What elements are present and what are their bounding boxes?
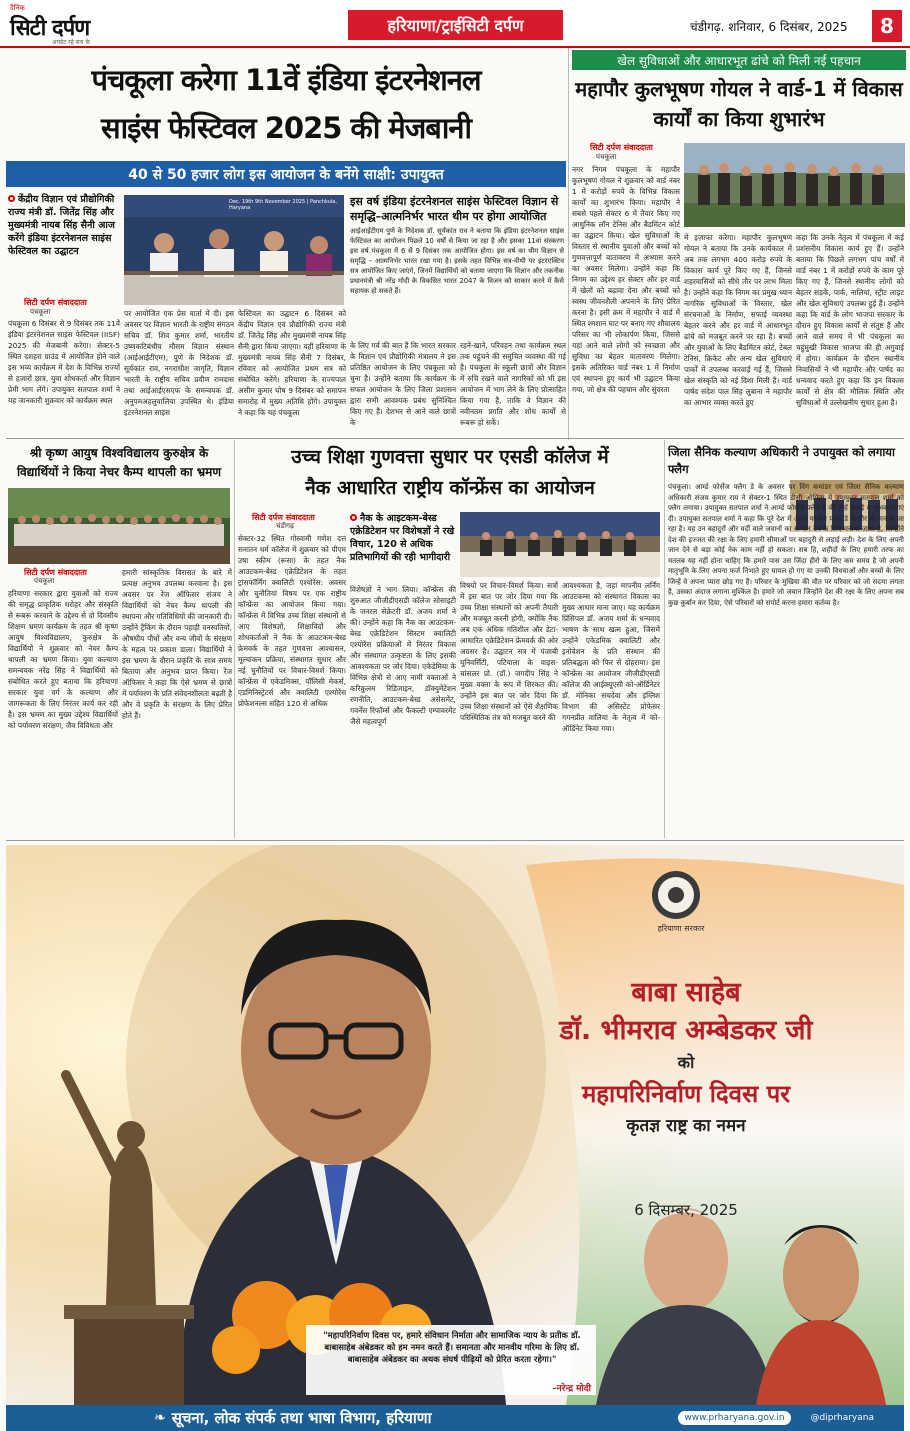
ayush-headline[interactable]: श्री कृष्ण आयुष विश्वविद्यालय कुरुक्षेत्र के विद्यार्थियों ने किया नेचर कैम्प थापली का भ्रमण <box>16 446 222 479</box>
lead-subhead: 40 से 50 हजार लोग इस आयोजन के बनेंगे साक्षी: उपायुक्त <box>6 161 566 187</box>
lead-headline-line-1: पंचकूला करेगा 11वें इंडिया इंटरनेशनल <box>91 63 481 97</box>
ward-kicker: खेल सुविधाओं और आधारभूत ढांचे को मिली नई पहचान <box>572 50 906 70</box>
lead-column-5: रहने-खाने, परिवहन तथा कार्यक्रम स्थल तक पहुंचने की समुचित व्यवस्था की गई है। पंचकूला के स्कूली छात्रों और विज्ञान में रुचि रखने वाले नागरिकों को भी इस आयोजन में भाग लेने के लिए प्रोत्साहित किया गया है, ताकि वे विज्ञान की नवीनतम प्रगति और शोध कार्यों से रूबरू हो सकें। <box>460 341 566 427</box>
ayush-photo <box>8 488 230 564</box>
lead-photo <box>124 195 344 305</box>
ward-byline: सिटी दर्पण संवाददाता <box>590 143 653 152</box>
ad-title <box>476 975 896 1139</box>
section-divider <box>6 840 904 841</box>
ad-footer <box>6 1405 904 1431</box>
masthead <box>0 0 910 48</box>
ward-place: पंचकूला <box>596 153 617 161</box>
ward-photo <box>684 143 905 227</box>
ward-column-2: में इज़ाफा करेगा। महापौर कुलभूषण गोयल ने बताया कि उनके कार्यकाल में अब तक लगभग 400 करोड़ रुपये के विकास कार्य पूरे किए गए हैं, जिनसे शहरवासियों को सीधे तौर पर लाभ मिला है। उन्होंने कहा कि निगम का प्रमुख ध्यान नागरिक सुविधाओं के विस्तार, खेल संरचनाओं के निर्माण, सफाई व्यवस्था बेहतर करने और हर वार्ड में आधारभूत ढांचे को मजबूत करने पर रहा है। बच्चों और युवाओं के लिए बैडमिंटन कोर्ट, टेबल टेनिस, क्रिकेट और अन्य खेल सुविधाएं पार्कों में उपलब्ध करवाई गई हैं, जिससे खेल संस्कृति को नई दिशा मिली है। वार्ड पार्षद संदेश पाल सिंह लुबाना ने महापौर का आभार व्यक्त करते हुए <box>684 233 792 407</box>
naac-column-1: सेक्टर-32 स्थित गोस्वामी गणेश दत्त सनातन धर्म कॉलेज में शुक्रवार को पीएम उषा स्कीम (रूसा) के तहत नैक आउटकम-बेस्ड एक्रेडिटेशन के तहत ट्रांसफॉर्मिंग क्वालिटी एश्योरेंस: अवसर और चुनौतियां विषय पर एक राष्ट्रीय कॉन्फ्रेंस का आयोजन किया गया। कॉन्फ्रेंस में विभिन्न उच्च शिक्षा संस्थानों से आए विशेषज्ञों, शिक्षाविदों और शोधकर्ताओं ने नैक के आउटकम-बेस्ड फ्रेमवर्क के तहत गुणवत्ता आश्वासन, मूल्यांकन प्रक्रिया, संस्थागत सुधार और नई चुनौतियों पर विचार-विमर्श किया। कॉन्फ्रेंस में एकेडमिक्स, पॉलिसी मेकर्स, एडमिनिस्ट्रेटर्स और क्वालिटी एश्योरेंस प्रोफेशनल्स सहित 120 से अधिक <box>238 534 346 708</box>
ad-quote-author: –नरेन्द्र मोदी <box>552 1384 591 1394</box>
ayush-byline: सिटी दर्पण संवाददाता <box>24 568 87 577</box>
ad-title-line-2: डॉ. भीमराव अम्बेडकर जी <box>559 1015 813 1046</box>
logo-tagline: अपडेट रहे सच के <box>52 39 91 46</box>
naac-bullet-text: नैक के आइटकम-बेस्ड एक्रेडिटेशन पर विशेषज्ञों ने रखे विचार, 120 से अधिक प्रतिभागियों की रही भागीदारी <box>350 513 455 563</box>
haryana-sarkar-label: हरियाणा सरकार <box>657 924 705 933</box>
lead-column-1: पंचकूला 6 दिसंबर से 9 दिसंबर तक 11वें इंडिया इंटरनेशनल साइंस फेस्टिवल (IISF) 2025 की मेजबानी करेगा। सेक्टर-5 स्थित दशहरा ग्राउंड में आयोजित होने वाले इस भव्य कार्यक्रम में देश के विभिन्न राज्यों से हजारों छात्र, युवा शोधकर्ता और विज्ञान प्रेमी भाग लेंगे। उपायुक्त सतपाल शर्मा ने यह जानकारी शुक्रवार को कार्यक्रम स्थल <box>8 319 120 405</box>
ayush-photo-illustration <box>8 488 230 564</box>
ambedkar-advertisement[interactable] <box>6 845 904 1405</box>
column-divider <box>664 440 665 838</box>
naac-column-4: आवश्यकता है, जहां मापनीय लर्निंग आउटकम्स को संस्थागत विकास का मुख्य आधार माना जाए। यह कार्यक्रम प्रिंसिपल डॉ. अजय शर्मा के धन्यवाद भाषण के साथ खत्म हुआ, जिसमें उन्होंने एकेडमिक क्वालिटी और इनोवेशन के प्रति संस्थान की प्रतिबद्धता को फिर से दोहराया। इस कॉन्फ्रेंस का आयोजन जीजीडीएसडी कॉलेज की आईक्यूएसी को-ऑर्डिनेटर डॉ. मोनिका सचदेवा और इंग्लिश विभाग की असिस्टेंट प्रोफेसर गगनप्रीत वालिया के नेतृत्व में को-ऑर्डिनेट किया गया। <box>562 581 660 733</box>
ward-column-1: नगर निगम पंचकूला के महापौर कुलभूषण गोयल ने शुक्रवार को वार्ड नंबर 1 में करोड़ों रुपये के विभिन्न विकास कार्यों का शुभारंभ किया। महापौर ने सबसे पहले सेक्टर 6 में तैयार किए गए आधुनिक लॉन टेनिस और बैडमिंटन कोर्ट का उद्घाटन किया। खेल सुविधाओं के विस्तार से स्थानीय युवाओं और बच्चों को गुणवत्तापूर्ण वातावरण में अभ्यास करने का अवसर मिलेगा। उन्होंने कहा कि निगम का उद्देश्य हर सेक्टर और हर वार्ड में खेलों को बढ़ावा देना और बच्चों को स्वस्थ जीवनशैली अपनाने के लिए प्रेरित करना है। इसी क्रम में महापौर ने वार्ड में स्थित श्मशान घाट पर बनाए गए शौचालय परिसर का भी लोकार्पण किया, जिससे यहां आने वाले लोगों को स्वच्छता और सुविधा का बेहतर वातावरण मिलेगा। इसके अतिरिक्त वार्ड नंबर 1 में निर्माण एवं स्थापना हुए कार्य भी उद्घाटन किया गया, जो क्षेत्र की पहचान और सुंदरता <box>572 165 680 394</box>
ad-title-line-1: बाबा साहेब <box>631 977 741 1008</box>
lead-column-2: पर आयोजित एक प्रेस वार्ता में दी। इस अवसर पर विज्ञान भारती के राष्ट्रीय संगठन सचिव डॉ. शिव कुमार शर्मा, भारतीय उष्णकटिबंधीय मौसम विज्ञान संस्थान (आईआईटीएम), पुणे के निदेशक डॉ. सूर्यकांत राव, नगराधीश जागृति, विज्ञान भारती के राष्ट्रीय सचिव प्रवीण रामदास तथा आईआईएसएफ के समन्वयक डॉ. अनुपमअहलुवालिया उपस्थित थे। इंडिया इंटरनेशनल साइंस <box>124 309 234 417</box>
social-handle[interactable]: @diprharyana <box>810 1413 874 1423</box>
newspaper-logo[interactable] <box>10 4 110 46</box>
dateline: चंडीगढ़. शनिवार, 6 दिसंबर, 2025 <box>690 20 848 34</box>
naac-bullet-head <box>350 512 456 564</box>
ad-title-line-3: को <box>677 1053 695 1072</box>
lead-headline-line-2: साइंस फेस्टिवल 2025 की मेजबानी <box>101 111 471 145</box>
lead-photo-illustration <box>124 195 344 305</box>
ad-title-line-5: कृतज्ञ राष्ट्र का नमन <box>626 1116 746 1136</box>
ward-column-3: कहा कि उनके नेतृत्व में पंचकूला में कई प्रशंसनीय विकास कार्य हुए हैं। उन्होंने बताया कि पिछले लगभग पांच वर्षों में वार्ड नंबर 1 में करोड़ों रुपये के काम पूरे किए गए हैं, जिनसे स्थानीय लोगों को बेहतर सड़कें, पार्क, नालियां, स्ट्रीट लाइट और खेल सुविधाएं उपलब्ध हुई हैं। उन्होंने कहा कि वार्ड के लोग भाजपा सरकार के दौरान हुए विकास कार्यों से संतुष्ट हैं और आने वाले समय में भी पंचकूला का चहुंमुखी विकास भाजपा की ही अगुवाई में होगा। कार्यक्रम के दौरान स्थानीय निवासियों ने भी महापौर और पार्षद का धन्यवाद करते हुए कहा कि इन विकास कार्यों से क्षेत्र की मौलिक स्थिति और सुविधाओं में उल्लेखनीय सुधार हुआ है। <box>796 233 904 407</box>
lead-byline: सिटी दर्पण संवाददाता <box>24 298 87 307</box>
sainik-headline[interactable]: जिला सैनिक कल्याण अधिकारी ने उपायुक्त को लगाया फ्लैग <box>668 445 895 476</box>
lead-place: पंचकूला <box>30 308 51 316</box>
lead-inset-head: इस वर्ष इंडिया इंटरनेशनल साइंस फेस्टिवल विज्ञान से समृद्धि–आत्मनिर्भर भारत थीम पर होगा आयोजित <box>350 195 559 223</box>
ad-date: 6 दिसम्बर, 2025 <box>634 1201 738 1219</box>
naac-photo-illustration <box>460 512 660 577</box>
column-divider <box>568 48 569 440</box>
lead-photo-banner: Dec. 19th 9th November 2025 | Panchkula, Haryana <box>229 199 337 211</box>
naac-photo <box>460 512 660 577</box>
section-divider <box>6 438 904 439</box>
naac-byline: सिटी दर्पण संवाददाता <box>252 513 315 522</box>
logo-small-text: दैनिक <box>10 4 25 12</box>
lead-headline[interactable] <box>6 56 566 152</box>
ward-photo-illustration <box>684 143 905 227</box>
lead-bullet-head <box>8 193 120 258</box>
section-title: हरियाणा/ट्राईसिटी दर्पण <box>348 10 563 40</box>
logo-text: सिटी दर्पण <box>10 15 90 41</box>
ayush-column-1: हरियाणा सरकार द्वारा युवाओं को राज्य की समृद्ध प्राकृतिक धरोहर और संस्कृति से रूबरू करवाने के उद्देश्य से दो दिवसीय शिक्षण भ्रमण कार्यक्रम के तहत श्री कृष्ण आयुष विश्वविद्यालय, कुरुक्षेत्र के विद्यार्थियों ने शुक्रवार को नेचर कैम्प थापली का भ्रमण किया। युवा कल्याण समन्वयक नरेंद्र सिंह ने विद्यार्थियों को संबोधित करते हुए बताया कि हरियाणा सरकार युवा वर्ग के कल्याण और जागरूकता के लिए निरंतर कार्य कर रही है। इस भ्रमण का मुख्य उद्देश्य विद्यार्थियों को पर्यावरण संरक्षण, जैव विविधता और <box>8 589 118 730</box>
bullet-icon <box>8 195 15 202</box>
lead-inset-body: आईआईटीएम पुणे के निदेशक डॉ. सूर्यकांत राव ने बताया कि इंडिया इंटरनेशनल साइंस फेस्टिवल का आयोजन पिछले 10 वर्षों से किया जा रहा है और इसका 11वां संस्करण इस वर्ष पंचकूला में 6 से 9 दिसंबर तक आयोजित होगा। इस वर्ष का थीम विज्ञान से समृद्धि – आत्मनिर्भर भारत रखा गया है। इसके तहत विभिन्न सत्र-वीथी पर इंटरएक्टिव सत्र आयोजित किए जाएंगे, जिनमें विद्यार्थियों को बताया जाएगा कि विज्ञान और तकनीक प्रधानमंत्री श्री नरेंद्र मोदी के विकसित भारत 2047 के विजन को साकार करने में कैसे सहायक हो सकते हैं। <box>350 227 564 295</box>
lead-column-3: फेस्टिवल का उद्घाटन 6 दिसंबर को केंद्रीय विज्ञान एवं प्रौद्योगिकी राज्य मंत्री डॉ. जितेंद्र सिंह और मुख्यमंत्री नायब सिंह सैनी द्वारा किया जाएगा। वहीं हरियाणा के मुख्यमंत्री नायब सिंह सैनी 7 दिसंबर, रविवार को आयोजित प्रथम सत्र को संबोधित करेंगे। हरियाणा के राज्यपाल असीम कुमार घोष 9 दिसंबर को समापन समारोह में मुख्य अतिथि होंगे। उपायुक्त ने कहा कि यह पंचकूला <box>238 309 346 417</box>
ayush-place: पंचकूला <box>34 577 55 585</box>
lead-column-4: के लिए गर्व की बात है कि भारत सरकार के विज्ञान एवं प्रौद्योगिकी मंत्रालय ने इस प्रतिष्ठित आयोजन के लिए पंचकूला को चुना है। उन्होंने बताया कि कार्यक्रम के सफल आयोजन के लिए जिला प्रशासन द्वारा सभी आवश्यक प्रबंध सुनिश्चित किए गए हैं। देशभर से आने वाले छात्रों के <box>350 341 456 427</box>
ad-quote: "महापरिनिर्वाण दिवस पर, हमारे संविधान निर्माता और सामाजिक न्याय के प्रतीक डॉ. बाबासाहेब अंबेडकर को हम नमन करते हैं। समानता और मानवीय गरिमा के लिए डॉ. बाबासाहेब अंबेडकर का अथक संघर्ष पीढ़ियों को प्रेरित करता रहेगा।" <box>323 1330 581 1364</box>
page-number: 8 <box>872 10 902 42</box>
naac-column-3: विषयों पर विचार-विमर्श किया। सत्रों में इस बात पर जोर दिया गया कि उच्च शिक्षा संस्थानों को अपनी तैयारी और मजबूत करनी होगी, क्योंकि नैक अब एक अधिक गतिशील और डेटा-आधारित एक्रेडिटेशन फ्रेमवर्क की ओर अग्रसर है। उद्घाटन सत्र में पंजाबी यूनिवर्सिटी, पटियाला के वाइस-चांसलर प्रो. (डॉ.) जगदीप सिंह ने मुख्य वक्ता के रूप में शिरकत की। उन्होंने इस बात पर जोर दिया कि उच्च शिक्षा संस्थानों को ऐसे शैक्षणिक परिस्थितिक तंत्र को मजबूत करने की <box>460 581 558 722</box>
naac-place: चंडीगढ़ <box>276 522 294 530</box>
ayush-column-2: हमारी सांस्कृतिक विरासत के बारे में प्रत्यक्ष अनुभव उपलब्ध करवाना है। इस अवसर पर रेंज ऑफिसर संजय ने विद्यार्थियों को नेचर कैम्प थापली की स्थापना और गतिविधियों की जानकारी दी। उन्होंने ट्रैकिंग के दौरान पहाड़ी वनस्पतियों, औषधीय पौधों और वन्य जीवों के संरक्षण के महत्व पर प्रकाश डाला। विद्यार्थियों ने इस भ्रमण के दौरान प्रकृति के साथ समय बिताया और अनुभव प्राप्त किया। रेंज ऑफिसर ने कहा कि ऐसे भ्रमण से छात्रों में पर्यावरण के प्रति संवेदनशीलता बढ़ती है और वे प्रकृति के संरक्षण के लिए प्रेरित होते हैं। <box>122 568 232 720</box>
naac-headline-line-2: नैक आधारित राष्ट्रीय कॉन्फ्रेंस का आयोजन <box>305 477 595 499</box>
department-name: सूचना, लोक संपर्क तथा भाषा विभाग, हरियाणा <box>171 1409 432 1427</box>
naac-headline[interactable] <box>238 442 662 504</box>
naac-column-2: विशेषज्ञों ने भाग लिया। कॉन्फ्रेंस की शुरुआत जीजीडीएसडी कॉलेज सोसाइटी के जनरल सेक्रेटरी डॉ. अजय शर्मा ने की। उन्होंने कहा कि नैक का आउटकम-बेस्ड एक्रेडिटेशन सिस्टम क्वालिटी एश्योरेंस प्रक्रियाओं में निरंतर विकास और संस्थागत उत्कृष्टता के लिए इसकी आवश्यकता पर जोर दिया। एकेडेमिया के विभिन्न क्षेत्रों से आए नामी वक्ताओं ने करिकुलम रिडिजाइन, डॉक्युमेंटेशन रणनीति, आउटकम-बेस्ड असेसमेंट, गवर्नेंस रिफॉर्म्स और फैकल्टी एम्पावरमेंट जैसे महत्वपूर्ण <box>350 585 456 726</box>
naac-headline-line-1: उच्च शिक्षा गुणवत्ता सुधार पर एसडी कॉलेज में <box>291 446 609 468</box>
dipr-icon: ❧ <box>154 1410 166 1426</box>
website-link[interactable]: www.prharyana.gov.in <box>678 1411 790 1425</box>
sainik-body: पंचकूला। आर्म्ड फोर्सेज फ्लैग डे के अवसर पर विंग कमांडर एवं जिला सैनिक कल्याण अधिकारी संजय कुमार राय ने सेक्टर-1 स्थित डीसी ऑफिस में उपायुक्त सतपाल शर्मा को फ्लैग लगाया। उपायुक्त सतपाल शर्मा ने आर्म्ड फोर्सेज फ्लैग डे की उन्हें बधाई व शुभकामनाएं दी। उपायुक्त सतपाल शर्मा ने कहा कि पूरे देश में आर्म्ड फोर्सेज फ्लैग डे के तौर पर मनाया जा रहा है। यह उन बहादुरों और वर्दी वाले जवानों का सम्मान देने के लिए मनाया जाता है, जिन्होंने देश की इज्जत की रक्षा के लिए हमारी सीमाओं पर बहादुरी से लड़ाई लड़ी। देश के लिए अपनी जान देने से बड़ा कोई नेक काम नहीं हो सकता। सब हि, शहीदों के लिए हमारी तरफ का मतलब यह नहीं होना चाहिए कि हमारे पास उस जिंदा हीरो के लिए कम समय है जो अपनी मातृभूमि के लिए अपना फर्ज निभाते हुए घायल हो गए या उनकी विधवाओं और बच्चों के लिए जिन्हें वे अपना प्यारा छोड़ गए हैं। परिवार के मुखिया की मौत पर परिवार को जो सदमा लगता है, उसका अंदाज लगाना मुश्किल है। हमारे जो जवान जिन्होंने देश की रक्षा के लिए अपना सब कुछ कुर्बान कर दिया, ऐसे परिवारों को सपोर्ट करना हमारा कर्तव्य है। <box>668 483 904 607</box>
ward-headline[interactable]: महापौर कुलभूषण गोयल ने वार्ड-1 में विकास कार्यों का किया शुभारंभ <box>575 77 903 131</box>
column-divider <box>234 440 235 838</box>
ad-title-line-4: महापरिनिर्वाण दिवस पर <box>581 1080 791 1108</box>
lead-bullet-text: केंद्रीय विज्ञान एवं प्रौद्योगिकी राज्य मंत्री डॉ. जितेंद्र सिंह और मुख्यमंत्री नायब सिंह सैनी आज करेंगे इंडिया इंटरनेशनल साइंस फेस्टिवल का उद्घाटन <box>8 194 115 257</box>
bullet-icon <box>350 514 357 521</box>
